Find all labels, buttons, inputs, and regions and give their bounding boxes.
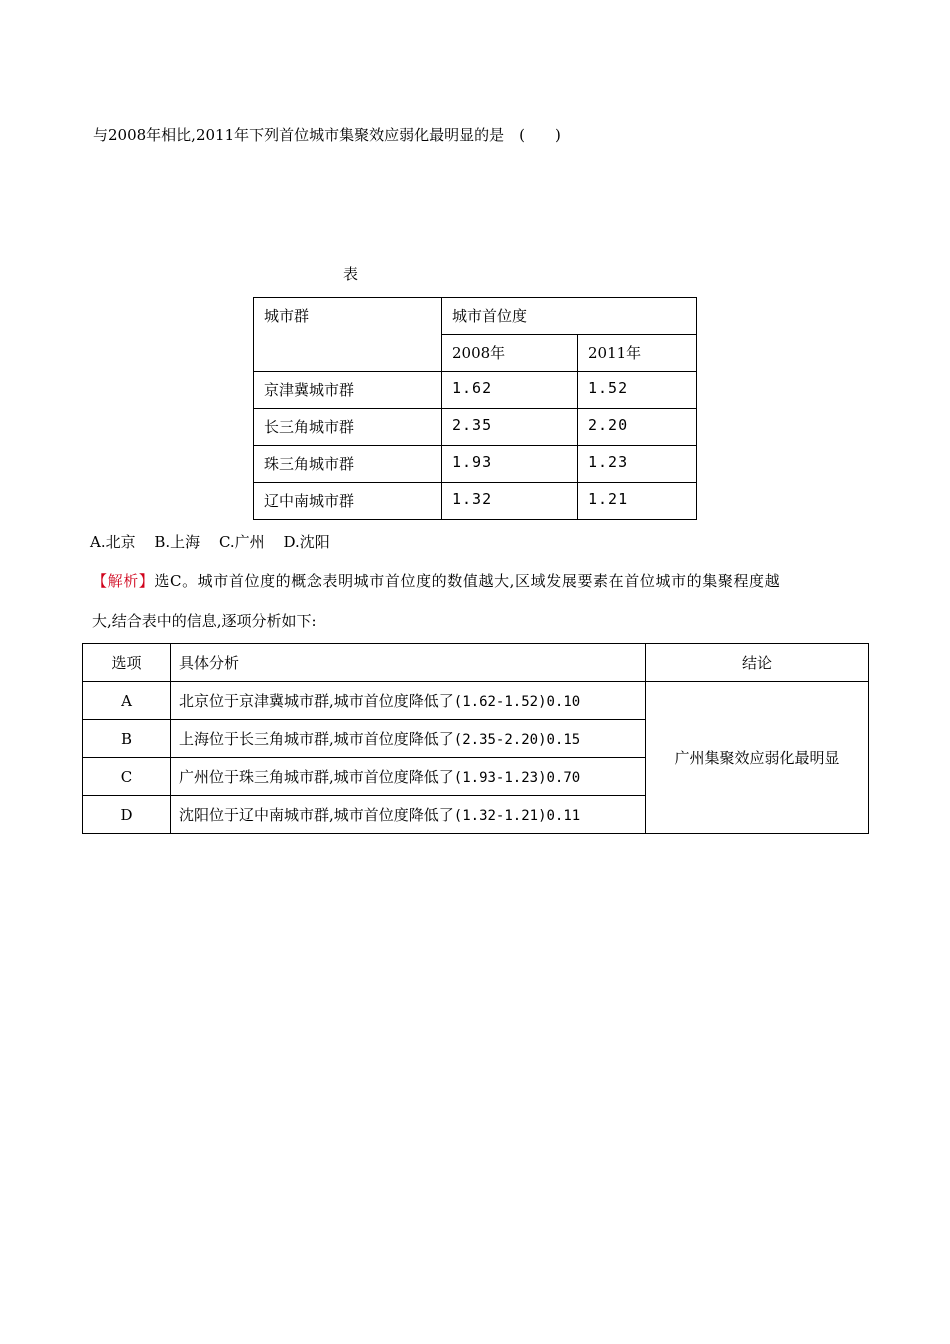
value-2011: 1.52 (578, 372, 697, 409)
analysis-line-2: 大,结合表中的信息,逐项分析如下: (92, 612, 317, 630)
header-conclusion: 结论 (646, 644, 869, 682)
value-2008: 1.93 (442, 446, 578, 483)
analysis-table (82, 643, 869, 834)
analysis-header-row (83, 644, 869, 682)
value-2011: 2.20 (578, 409, 697, 446)
table-row (254, 483, 697, 520)
city-group-name: 珠三角城市群 (254, 446, 442, 483)
city-group-name: 京津冀城市群 (254, 372, 442, 409)
value-2011: 1.23 (578, 446, 697, 483)
option-letter: A (83, 682, 171, 720)
option-a[interactable]: A.北京 (90, 533, 136, 551)
option-letter: C (83, 758, 171, 796)
city-group-name: 长三角城市群 (254, 409, 442, 446)
table-row (254, 372, 697, 409)
option-letter: D (83, 796, 171, 834)
header-primacy: 城市首位度 (442, 298, 697, 335)
value-2011: 1.21 (578, 483, 697, 520)
analysis-paragraph (92, 570, 780, 591)
value-2008: 1.32 (442, 483, 578, 520)
value-2008: 2.35 (442, 409, 578, 446)
question-text: 与2008年相比,2011年下列首位城市集聚效应弱化最明显的是 ( ) (93, 126, 561, 144)
header-option: 选项 (83, 644, 171, 682)
analysis-text: 上海位于长三角城市群,城市首位度降低了(2.35-2.20)0.15 (171, 720, 646, 758)
analysis-text: 北京位于京津冀城市群,城市首位度降低了(1.62-1.52)0.10 (171, 682, 646, 720)
header-year-2008: 2008年 (442, 335, 578, 372)
header-year-2011: 2011年 (578, 335, 697, 372)
answer-options (90, 531, 344, 552)
analysis-line-1: 选C。城市首位度的概念表明城市首位度的数值越大,区域发展要素在首位城市的集聚程度越 (154, 572, 781, 590)
city-group-name: 辽中南城市群 (254, 483, 442, 520)
option-d[interactable]: D.沈阳 (283, 533, 330, 551)
table-header-row (254, 298, 697, 335)
table-caption: 表 (343, 265, 359, 283)
header-city-group: 城市群 (254, 298, 442, 372)
table-row (254, 446, 697, 483)
option-letter: B (83, 720, 171, 758)
analysis-tag: 【解析】 (92, 572, 155, 590)
option-b[interactable]: B.上海 (154, 533, 201, 551)
value-2008: 1.62 (442, 372, 578, 409)
city-primacy-table (253, 297, 697, 520)
analysis-text: 广州位于珠三角城市群,城市首位度降低了(1.93-1.23)0.70 (171, 758, 646, 796)
conclusion-text: 广州集聚效应弱化最明显 (646, 682, 869, 834)
analysis-text: 沈阳位于辽中南城市群,城市首位度降低了(1.32-1.21)0.11 (171, 796, 646, 834)
header-analysis: 具体分析 (171, 644, 646, 682)
table-row (254, 409, 697, 446)
table-row (83, 682, 869, 720)
option-c[interactable]: C.广州 (218, 533, 265, 551)
